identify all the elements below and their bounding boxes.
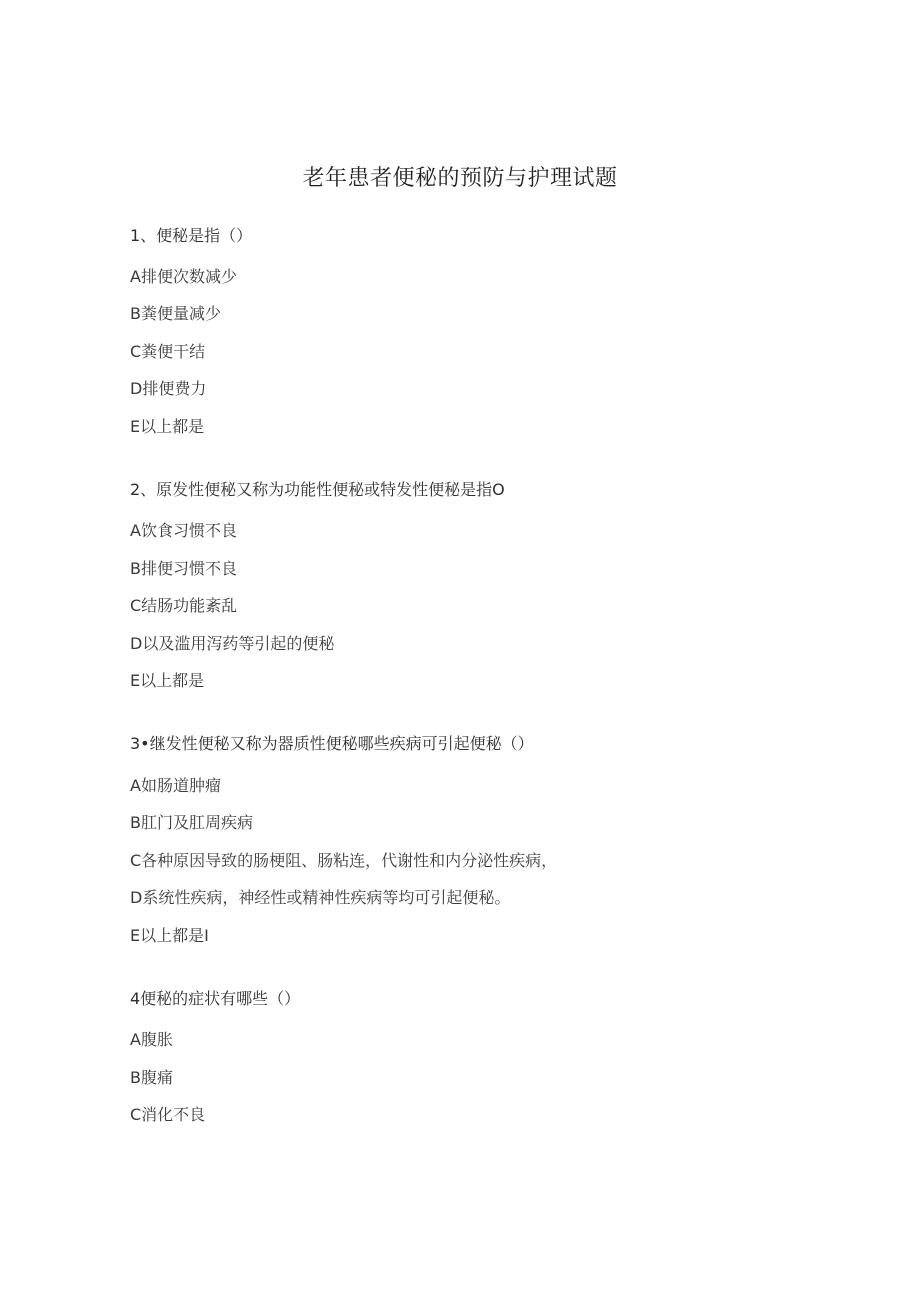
question-2-option-d: D以及滥用泻药等引起的便秘 (130, 634, 335, 653)
question-3-option-c: C各种原因导致的肠梗阻、肠粘连，代谢性和内分泌性疾病， (130, 851, 558, 870)
question-3-option-b: B肛门及肛周疾病 (130, 813, 253, 832)
question-2-option-e: E以上都是 (130, 671, 205, 690)
question-4-option-c: C消化不良 (130, 1105, 206, 1124)
question-3-stem: 3•继发性便秘又称为器质性便秘哪些疾病可引起便秘（） (130, 734, 534, 753)
question-4-option-b: B腹痛 (130, 1068, 173, 1087)
question-1-option-e: E以上都是 (130, 417, 205, 436)
question-1-option-c: C粪便干结 (130, 342, 206, 361)
question-2-option-b: B排便习惯不良 (130, 559, 237, 578)
page-title: 老年患者便秘的预防与护理试题 (302, 166, 618, 191)
question-1-option-d: D排便费力 (130, 379, 207, 398)
question-2-option-c: C结肠功能紊乱 (130, 596, 238, 615)
question-2-option-a: A饮食习惯不良 (130, 521, 237, 540)
question-1-option-a: A排便次数减少 (130, 267, 237, 286)
question-2-stem: 2、原发性便秘又称为功能性便秘或特发性便秘是指O (130, 480, 505, 499)
question-3-option-a: A如肠道肿瘤 (130, 776, 221, 795)
question-1-option-b: B粪便量减少 (130, 304, 221, 323)
question-4-stem: 4便秘的症状有哪些（） (130, 989, 301, 1008)
question-4-option-a: A腹胀 (130, 1030, 173, 1049)
question-3-option-d: D系统性疾病，神经性或精神性疾病等均可引起便秘。 (130, 888, 511, 907)
question-1-stem: 1、便秘是指（） (130, 226, 253, 245)
question-3-option-e: E以上都是I (130, 926, 209, 945)
